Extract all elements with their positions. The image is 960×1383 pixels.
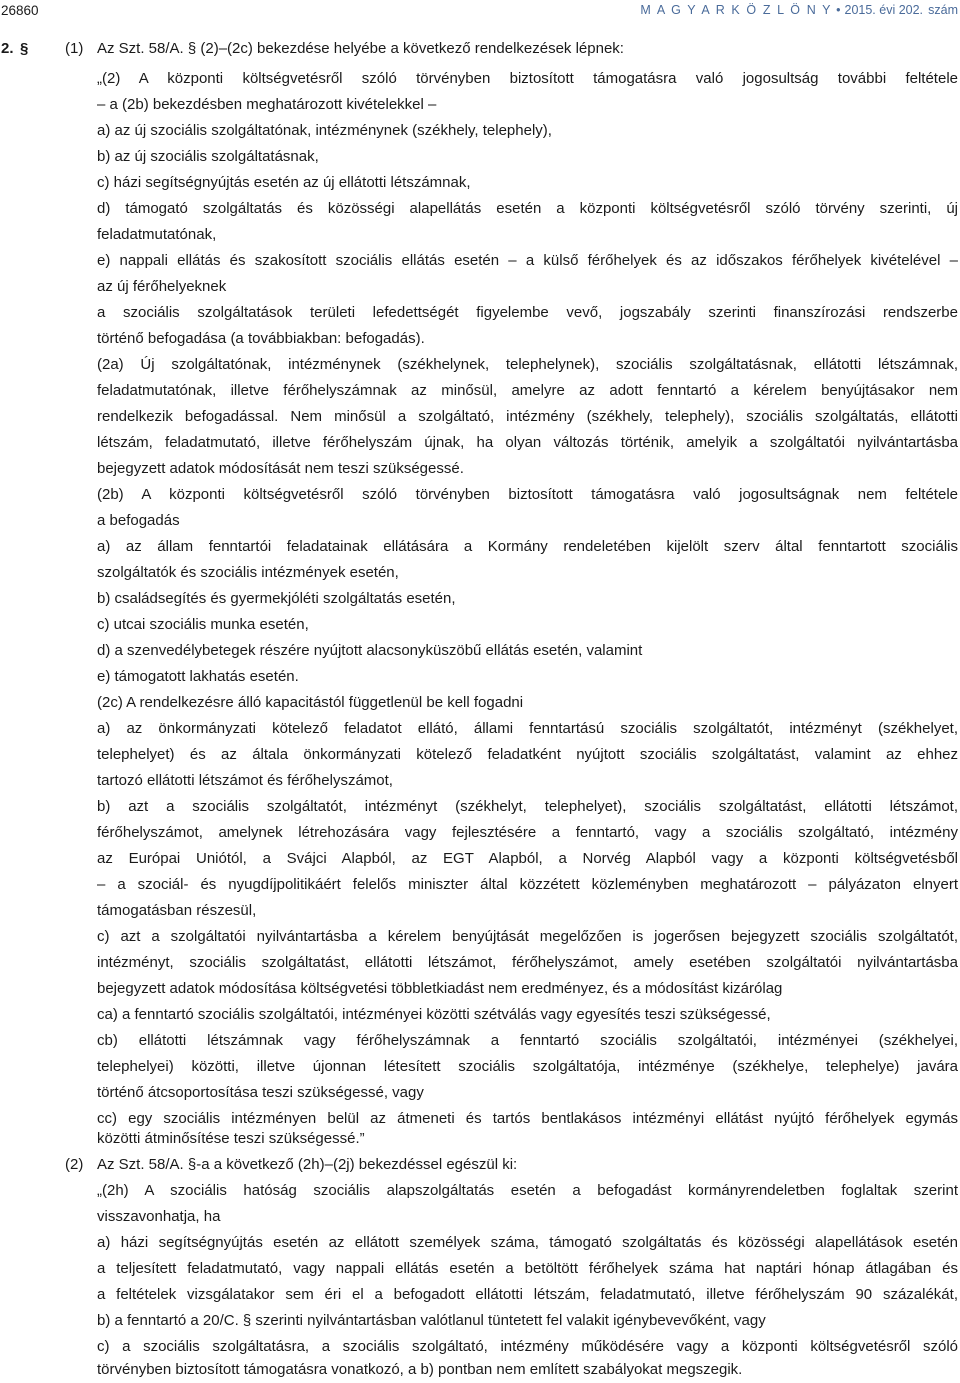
text-line: a feltételek vizsgálatakor sem éri el a befogadott ellátotti létszám, feladatmutató, illetve férőhelyszám 90 százalékát, xyxy=(97,1286,958,1303)
text-line: a) az új szociális szolgáltatónak, intézménynek (székhely, telephely), xyxy=(97,122,552,139)
text-line: e) támogatott lakhatás esetén. xyxy=(97,668,299,685)
text-line: létszám, feladatmutató, illetve férőhelyszám újnak, ha olyan változás történik, amelyik a szolgáltatói nyilvántartásba xyxy=(97,434,958,451)
separator-bullet: • xyxy=(836,3,841,17)
text-line: az Európai Uniótól, a Svájci Alapból, az EGT Alapból, a Norvég Alapból vagy a központi költségvetésből xyxy=(97,850,958,867)
text-line: (2a) Új szolgáltatónak, intézménynek (székhelynek, telephelynek), szociális szolgáltatásnak, ellátotti létszámnak, xyxy=(97,356,958,373)
text-line: d) támogató szolgáltatás és közösségi alapellátás esetén a központi költségvetésről szóló törvény szerinti, új xyxy=(97,200,958,217)
text-line: a befogadás xyxy=(97,512,180,529)
text-line: bejegyzett adatok módosítását nem teszi szükségessé. xyxy=(97,460,464,477)
text-line: a) az önkormányzati kötelező feladatot ellátó, állami fenntartású szociális szolgáltatót, intézményt (székhelyet, xyxy=(97,720,958,737)
text-line: támogatásban részesül, xyxy=(97,902,257,919)
text-line: c) utcai szociális munka esetén, xyxy=(97,616,309,633)
text-line: a) az állam fenntartói feladatainak ellátására a Kormány rendeletében kijelölt szerv által fenntartott szociális xyxy=(97,538,958,555)
text-line: b) azt a szociális szolgáltatót, intézményt (székhelyt, telephelyet), szociális szolgáltatást, ellátotti létszámot, xyxy=(97,798,958,815)
text-line: ca) a fenntartó szociális szolgáltatói, intézményei közötti szétválás vagy egyesítés teszi szükségessé, xyxy=(97,1006,771,1023)
issue-label: szám xyxy=(928,3,958,17)
text-line: férőhelyszámot, amelynek létrehozására vagy fejlesztésére a fenntartó, vagy a szociális szolgáltató, intézmény xyxy=(97,824,958,841)
text-line: intézményt, szociális szolgáltatást, ellátotti létszámot, férőhelyszámot, amely esetében szolgáltatói nyilvántartásba xyxy=(97,954,958,971)
text-line: „(2) A központi költségvetésről szóló törvényben biztosított támogatásra való jogosultság további feltétele xyxy=(97,70,958,87)
section-sign: § xyxy=(20,40,29,57)
text-line: – a szociál- és nyugdíjpolitikáért felelős miniszter által közzétett közleményben meghatározott – pályázaton elnyert xyxy=(97,876,958,893)
text-line: bejegyzett adatok módosítása költségvetési többletkiadást nem eredményez, és a módosítást kizárólag xyxy=(97,980,783,997)
text-line: visszavonhatja, ha xyxy=(97,1208,221,1225)
text-line: Az Szt. 58/A. § (2)–(2c) bekezdése helyébe a következő rendelkezések lépnek: xyxy=(97,40,624,57)
text-line: c) házi segítségnyújtás esetén az új ellátotti létszámnak, xyxy=(97,174,471,191)
text-line: közötti átminősítése teszi szükségessé.” xyxy=(97,1130,365,1147)
issue-number: 2015. évi 202. xyxy=(844,3,924,17)
text-line: (2b) A központi költségvetésről szóló törvényben biztosított támogatásra való jogosultságnak nem feltétele xyxy=(97,486,958,503)
text-line: törvényben biztosított támogatásra vonatkozó, a b) pontban nem említett szabályokat megszegik. xyxy=(97,1361,743,1378)
section-number: 2. xyxy=(1,40,14,57)
text-line: történő befogadása (a továbbiakban: befogadás). xyxy=(97,330,425,347)
text-line: Az Szt. 58/A. §-a a következő (2h)–(2j) bekezdéssel egészül ki: xyxy=(97,1156,518,1173)
text-line: e) nappali ellátás és szakosított szociális ellátás esetén – a külső férőhelyek és az időszakos férőhelyek kivételével – xyxy=(97,252,958,269)
text-line: az új férőhelyeknek xyxy=(97,278,227,295)
text-line: tartozó ellátotti létszámot és férőhelyszámot, xyxy=(97,772,393,789)
page-number: 26860 xyxy=(1,3,39,18)
text-line: c) a szociális szolgáltatásra, a szociális szolgáltató, intézmény működésére vagy a központi költségvetésről szóló xyxy=(97,1338,958,1355)
running-header xyxy=(0,0,960,26)
paragraph-1-marker: (1) xyxy=(65,40,84,57)
text-line: történő átcsoportosítása teszi szükségessé, vagy xyxy=(97,1084,424,1101)
text-line: telephelyei) közötti, illetve újonnan létesített szociális szolgáltatója, intézménye (székhelye, telephelye) javára xyxy=(97,1058,958,1075)
text-line: szolgáltatók és szociális intézmények esetén, xyxy=(97,564,399,581)
text-line: b) a fenntartó a 20/C. § szerinti nyilvántartásban valótlanul tüntetett fel valakit igénybevevőként, vagy xyxy=(97,1312,766,1329)
text-line: „(2h) A szociális hatóság szociális alapszolgáltatás esetén a befogadást kormányrendeletben foglaltak szerint xyxy=(97,1182,958,1199)
text-line: b) családsegítés és gyermekjóléti szolgáltatás esetén, xyxy=(97,590,456,607)
text-line: feladatmutatónak, xyxy=(97,226,217,243)
text-line: cc) egy szociális intézményen belül az átmeneti és tartós bentlakásos intézményi ellátást nyújtó férőhelyek egymás xyxy=(97,1110,958,1127)
text-line: (2c) A rendelkezésre álló kapacitástól függetlenül be kell fogadni xyxy=(97,694,524,711)
journal-title xyxy=(640,3,958,17)
text-line: telephelyet) és az általa önkormányzati kötelező feladatként nyújtott szociális szolgáltatást, valamint az ehhez xyxy=(97,746,958,763)
text-line: cb) ellátotti létszámnak vagy férőhelyszámnak a fenntartó szociális szolgáltatói, intézményei (székhelyei, xyxy=(97,1032,958,1049)
text-line: a) házi segítségnyújtás esetén az ellátott személyek száma, támogató szolgáltatás és közösségi alapellátások esetén xyxy=(97,1234,958,1251)
text-line: c) azt a szolgáltatói nyilvántartásba a kérelem benyújtását megelőzően is jogerősen bejegyzett szociális szolgáltatót, xyxy=(97,928,958,945)
text-line: feladatmutatónak, illetve férőhelyszámnak az minősül, amelyre az adott fenntartó a kérelem benyújtásakor nem xyxy=(97,382,958,399)
text-line: a teljesített feladatmutató, vagy nappali ellátás esetén a betöltött férőhelyek száma hat naptári hónap átlagában és xyxy=(97,1260,958,1277)
journal-name: M A G Y A R K Ö Z L Ö N Y xyxy=(640,3,833,17)
text-line: a szociális szolgáltatások területi lefedettségét figyelembe vevő, jogszabály szerinti finanszírozási rendszerbe xyxy=(97,304,958,321)
text-line: rendelkezik befogadással. Nem minősül a szolgáltató, intézmény (székhely, telephely), szociális szolgáltatás, ellátotti xyxy=(97,408,958,425)
paragraph-2-marker: (2) xyxy=(65,1156,84,1173)
text-line: d) a szenvedélybetegek részére nyújtott alacsonyküszöbű ellátás esetén, valamint xyxy=(97,642,643,659)
text-line: – a (2b) bekezdésben meghatározott kivételekkel – xyxy=(97,96,437,113)
text-line: b) az új szociális szolgáltatásnak, xyxy=(97,148,319,165)
